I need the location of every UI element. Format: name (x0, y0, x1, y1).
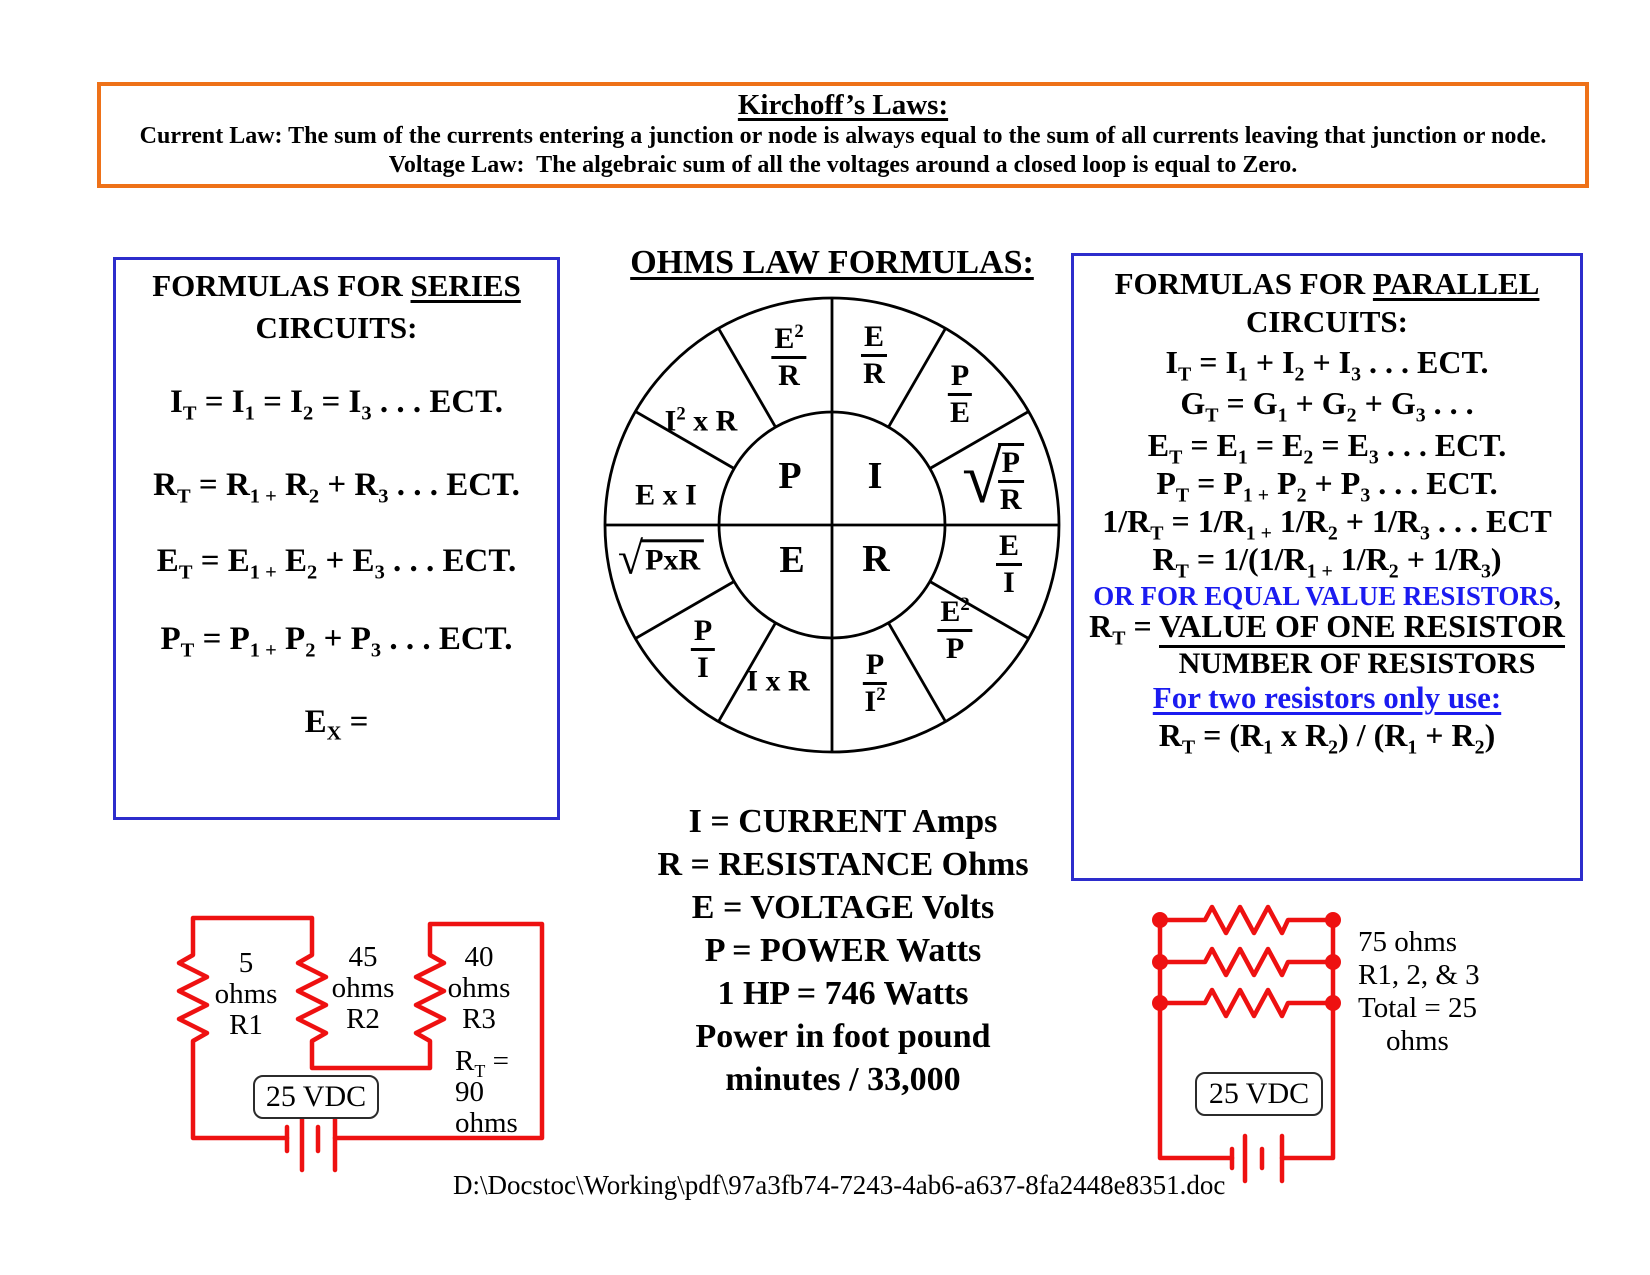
two-resistors-note: For two resistors only use: (1152, 680, 1502, 715)
series-formula-voltage: $E_T = E_{1 +}$ $E_2 + E_3$ . . . ECT. (156, 543, 517, 584)
legend-voltage: E = VOLTAGE Volts (691, 889, 995, 926)
parallel-box-title-line1: FORMULAS FOR PARALLEL (1114, 266, 1540, 301)
parallel-formulas-box (1071, 253, 1583, 881)
wheel-segment-i2-x-r: $I^2$ x R (664, 403, 738, 438)
parallel-box-title-line2: CIRCUITS: (1246, 304, 1408, 339)
rt-value-denominator: NUMBER OF RESISTORS (1178, 647, 1536, 680)
wheel-segment-i-x-r: I x R (746, 664, 810, 698)
parallel-formula-reciprocal: $1/R_T = 1/R_{1 +}$ $1/R_2 + 1/R_3$ . . . ECT (1102, 503, 1552, 545)
wheel-segment-sqrt-p-over-r: √ $\frac{P}{R}$ (962, 443, 1024, 515)
resistor-label-r1: 5 ohms R1 (214, 947, 278, 1041)
legend-horsepower: 1 HP = 746 Watts (717, 975, 969, 1012)
parallel-circuit-wires (1160, 907, 1333, 1158)
document-file-path: D:\Docstoc\Working\pdf\97a3fb74-7243-4ab6-a637-8fa2448e8351.doc (453, 1170, 1226, 1200)
parallel-resistor-labels: 75 ohms R1, 2, & 3 Total = 25 ohms (1358, 926, 1480, 1057)
series-box-title-line2: CIRCUITS: (255, 310, 418, 345)
kirchoff-laws-box (97, 82, 1589, 188)
wheel-center-r: R (862, 538, 890, 581)
parallel-formula-rt-reciprocal: $R_T = 1/(1/R_{1 +}$ $1/R_2 + 1/R_3$) (1152, 541, 1502, 583)
wheel-center-e: E (779, 539, 805, 582)
radical-icon: √ (617, 532, 644, 584)
series-battery-label: 25 VDC (253, 1075, 379, 1119)
series-total-resistance: $R_T$ = 90 ohms (455, 1045, 518, 1139)
rt-value-fraction-line: $R_T$ = VALUE OF ONE RESISTOR (1089, 608, 1565, 650)
voltage-law-text: Voltage Law: The algebraic sum of all the voltages around a closed loop is equal to Zero. (388, 152, 1298, 178)
series-formula-resistance: $R_T = R_{1 +}$ $R_2 + R_3$ . . . ECT. (153, 467, 520, 508)
series-battery-symbol (287, 1114, 335, 1170)
legend-resistance: R = RESISTANCE Ohms (657, 846, 1029, 883)
legend-power: P = POWER Watts (704, 932, 982, 969)
wheel-segment-e-over-i: $\frac{E}{I}$ (996, 530, 1022, 598)
series-formula-current: $I_T = I_1 = I_2 = I_3$ . . . ECT. (169, 384, 503, 425)
kirchoff-title: Kirchoff’s Laws: (737, 89, 949, 121)
ohms-law-wheel (605, 298, 1059, 752)
parallel-formula-voltage: $E_T = E_1 = E_2 = E_3$ . . . ECT. (1147, 427, 1507, 469)
wheel-segment-p-over-i2: $\frac{P}{I^2}$ (864, 648, 886, 718)
wheel-segment-sqrt-pxr: √ PxR (618, 537, 704, 578)
wheel-segment-e-over-r: $\frac{E}{R}$ (861, 321, 887, 389)
series-formula-power: $P_T = P_{1 +}$ $P_2 + P_3$ . . . ECT. (160, 621, 513, 662)
legend-footpound-2: minutes / 33,000 (725, 1061, 961, 1098)
series-box-title-line1: FORMULAS FOR SERIES (152, 268, 521, 303)
parallel-battery-label: 25 VDC (1195, 1072, 1323, 1116)
wheel-segment-e2-over-p: $\frac{E^2}{P}$ (937, 596, 972, 664)
parallel-circuit-drawing (1152, 907, 1341, 1181)
parallel-formula-conductance: $G_T = G_1 + G_2 + G_3$ . . . (1180, 385, 1474, 427)
equal-value-note: OR FOR EQUAL VALUE RESISTORS, (1093, 581, 1561, 611)
current-law-text: Current Law: The sum of the currents entering a junction or node is always equal to the sum of all currents leaving that junction or node. (139, 123, 1547, 149)
parallel-formula-power: $P_T = P_{1 +}$ $P_2 + P_3$ . . . ECT. (1156, 465, 1498, 507)
series-formulas-box (113, 257, 560, 820)
resistor-label-r2: 45 ohms R2 (331, 941, 395, 1035)
wheel-center-i: I (867, 455, 883, 498)
wheel-segment-p-over-e: $\frac{P}{E}$ (948, 360, 972, 428)
wheel-segment-e2-over-r: $\frac{E^2}{R}$ (771, 323, 806, 391)
wheel-inner-circle (719, 412, 945, 638)
resistor-label-r3: 40 ohms R3 (447, 941, 511, 1035)
radical-icon: √ (962, 438, 1002, 519)
parallel-battery-symbol (1232, 1136, 1282, 1181)
wheel-outer-circle (605, 298, 1059, 752)
ohms-law-title: OHMS LAW FORMULAS: (630, 244, 1034, 281)
parallel-formula-current: $I_T = I_1 + I_2 + I_3$ . . . ECT. (1165, 344, 1489, 386)
legend-current: I = CURRENT Amps (688, 803, 998, 840)
wheel-center-p: P (778, 455, 802, 498)
legend-footpound-1: Power in foot pound (695, 1018, 991, 1055)
two-resistors-formula: $R_T = (R_1$ x $R_2) / (R_1 + R_2)$ (1158, 717, 1496, 759)
wheel-segment-e-x-i: E x I (635, 478, 697, 512)
junction-dots (1152, 912, 1341, 1011)
variable-legend (593, 800, 1093, 1101)
series-formula-ex: $E_X$ = (304, 704, 369, 745)
wheel-segment-p-over-i: $\frac{P}{I}$ (691, 615, 715, 683)
